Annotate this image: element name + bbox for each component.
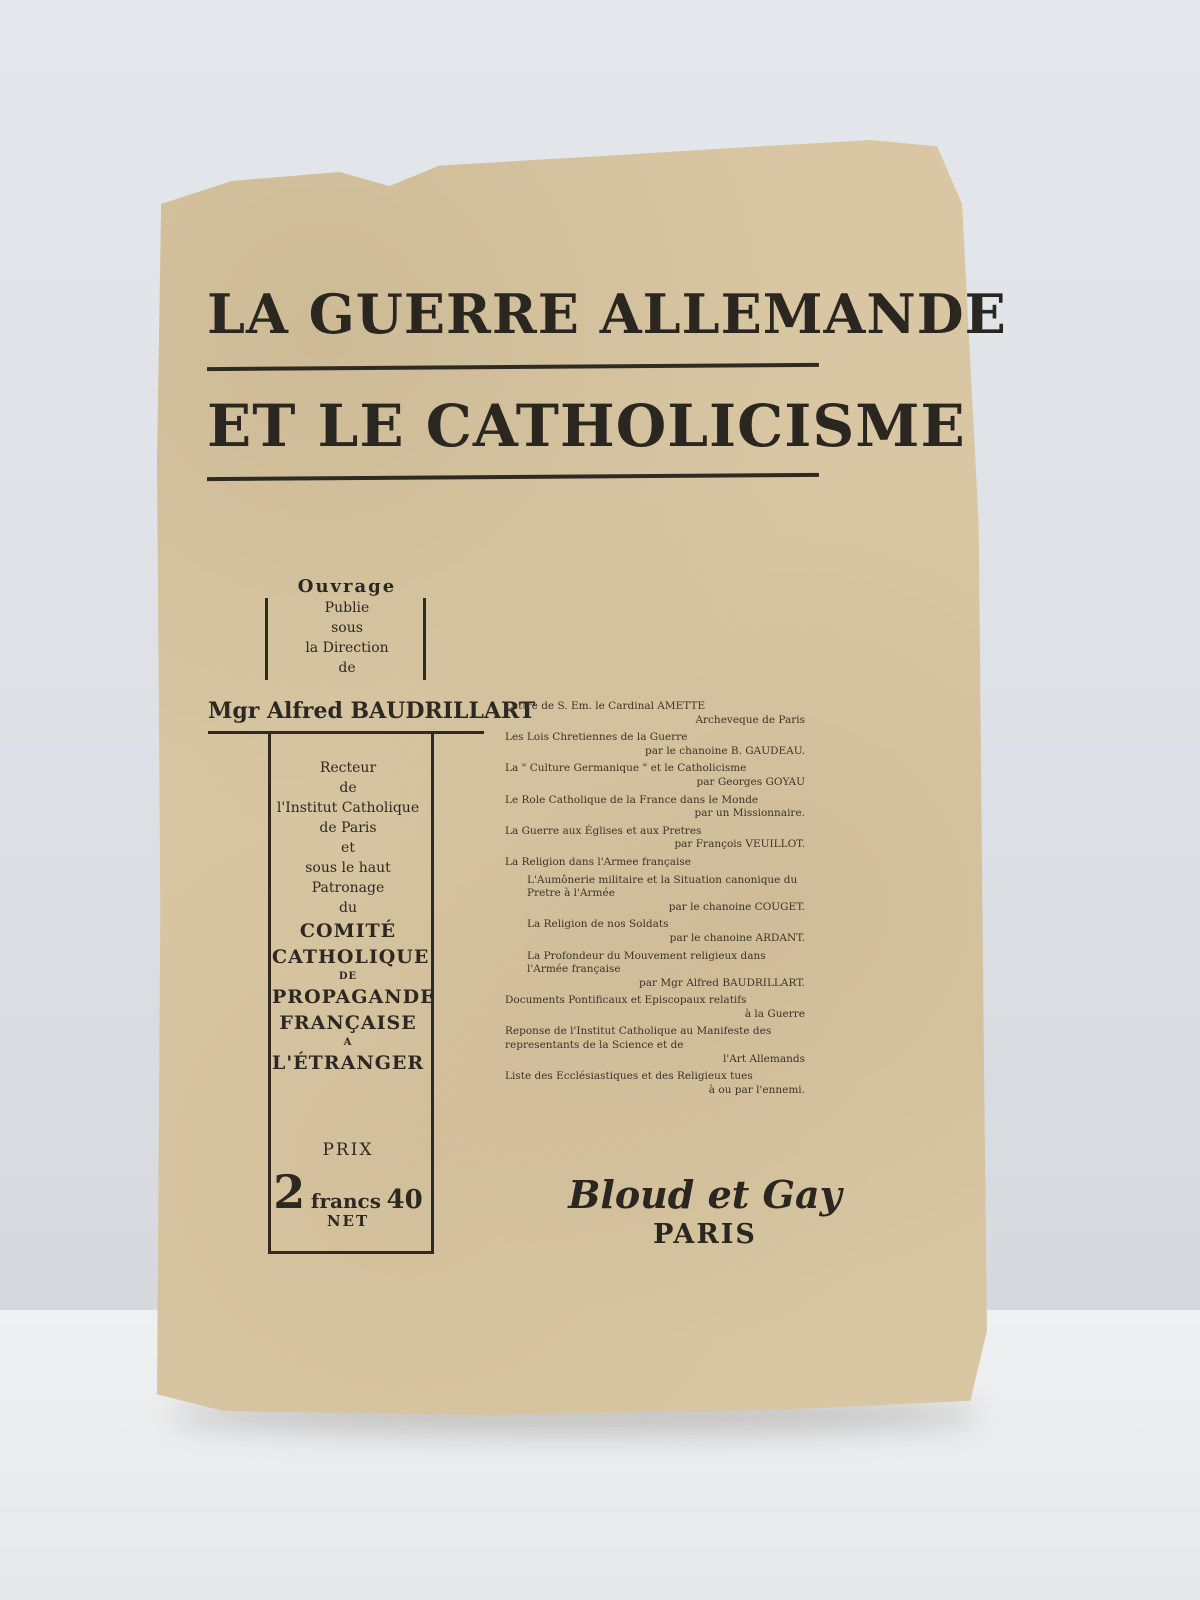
price-value	[272, 1165, 424, 1219]
entry-author: par Mgr Alfred BAUDRILLART.	[639, 976, 805, 989]
contents-entry	[505, 994, 805, 1021]
publisher-city: PARIS	[653, 1219, 757, 1250]
entry-title: Reponse de l'Institut Catholique au Manifeste des representants de la Science et de	[505, 1025, 772, 1052]
recteur-line: sous le haut	[305, 860, 391, 876]
entry-title: La " Culture Germanique " et le Catholicisme	[505, 762, 747, 775]
entry-author: par le chanoine ARDANT.	[669, 931, 805, 944]
publie-block	[292, 598, 402, 678]
entry-author: par François VEUILLOT.	[674, 838, 805, 851]
comite-line: A	[343, 1037, 353, 1048]
publie-line: sous	[331, 620, 363, 636]
comite-line: L'ÉTRANGER	[272, 1052, 425, 1074]
entry-author: à ou par l'ennemi.	[708, 1083, 805, 1096]
bracket-right	[423, 598, 426, 680]
price-net: NET	[326, 1212, 370, 1230]
publisher-name: Bloud et Gay	[568, 1172, 842, 1217]
comite-line: COMITÉ	[299, 920, 397, 942]
entry-title: La Religion dans l'Armee française	[505, 855, 691, 868]
author-name: Mgr Alfred BAUDRILLART	[208, 698, 536, 724]
comite-block	[272, 918, 436, 1076]
entry-author: l'Art Allemands	[722, 1052, 805, 1065]
contents-entry	[505, 950, 805, 991]
title-line-2: ET LE CATHOLICISME	[207, 392, 966, 460]
publie-line: la Direction	[305, 640, 389, 656]
entry-author: par un Missionnaire.	[694, 807, 805, 820]
price-main: 2	[273, 1165, 306, 1219]
recteur-line: de	[339, 780, 357, 796]
recteur-line: Patronage	[311, 880, 385, 896]
ouvrage-label: Ouvrage	[297, 576, 397, 597]
price-label: PRIX	[322, 1140, 374, 1160]
recteur-line: Recteur	[319, 760, 377, 776]
entry-title: La Profondeur du Mouvement religieux dans l'Armée française	[527, 949, 766, 976]
contents-entry	[505, 918, 805, 945]
entry-title: Le Role Catholique de la France dans le Monde	[505, 793, 759, 806]
contents-entry	[505, 856, 805, 870]
contents-entry	[505, 1070, 805, 1097]
bracket-left	[265, 598, 268, 680]
publie-line: de	[338, 660, 356, 676]
comite-line: DE	[338, 971, 358, 982]
contents-entry	[505, 700, 805, 727]
entry-author: à la Guerre	[744, 1007, 805, 1020]
publisher-block	[560, 1172, 850, 1250]
entry-title: Lettre de S. Em. le Cardinal AMETTE	[505, 700, 706, 712]
contents-entry	[505, 1025, 805, 1066]
publie-line: Publie	[324, 600, 370, 616]
entry-author: par le chanoine B. GAUDEAU.	[644, 744, 805, 757]
price-mid: francs	[310, 1189, 381, 1213]
contents-entry	[505, 825, 805, 852]
recteur-line: l'Institut Catholique	[276, 800, 420, 816]
entry-title: La Guerre aux Églises et aux Pretres	[505, 824, 702, 837]
contents-entry	[505, 762, 805, 789]
contents-entry	[505, 731, 805, 758]
comite-line: CATHOLIQUE	[272, 946, 430, 968]
recteur-line: du	[339, 900, 357, 916]
comite-line: PROPAGANDE	[272, 986, 436, 1008]
recteur-block	[272, 758, 424, 918]
entry-title: L'Aumônerie militaire et la Situation canonique du Pretre à l'Armée	[527, 873, 798, 900]
comite-line: FRANÇAISE	[279, 1012, 417, 1034]
entry-author: Archeveque de Paris	[695, 713, 805, 726]
entry-title: La Religion de nos Soldats	[527, 918, 669, 931]
contents-entry	[505, 874, 805, 915]
entry-title: Liste des Ecclésiastiques et des Religieux tues	[505, 1070, 753, 1083]
recteur-line: et	[341, 840, 355, 856]
contents-entry	[505, 794, 805, 821]
entry-author: par le chanoine COUGET.	[668, 900, 805, 913]
price-cents: 40	[386, 1185, 423, 1215]
entry-title: Documents Pontificaux et Episcopaux relatifs	[505, 994, 747, 1007]
contents-list	[505, 700, 805, 1101]
recteur-line: de Paris	[319, 820, 377, 836]
entry-author: par Georges GOYAU	[696, 775, 805, 788]
entry-title: Les Lois Chretiennes de la Guerre	[505, 731, 688, 744]
title-line-1: LA GUERRE ALLEMANDE	[207, 282, 1007, 346]
